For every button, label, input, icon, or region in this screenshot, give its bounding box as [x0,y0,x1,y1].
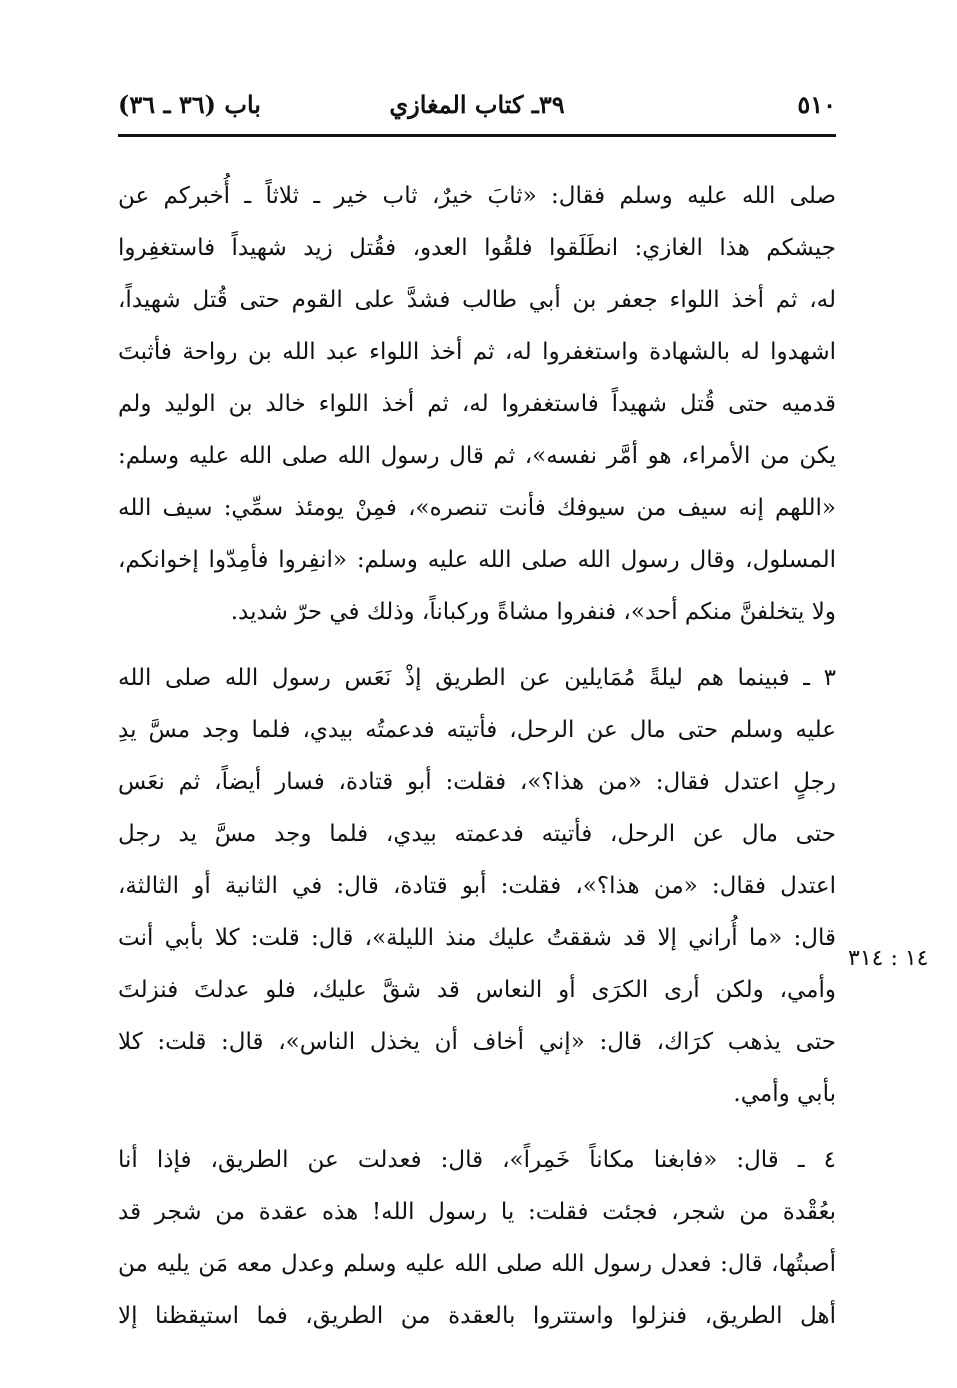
text-line: قال: «ما أُراني إلا قد شققتُ عليك منذ الليلة»، قال: قلت: كلا بأبي أنت [118,925,836,951]
text-line: ٤ ـ قال: «فابغنا مكاناً خَمِراً»، قال: فعدلت عن الطريق، فإذا أنا [118,1147,836,1173]
text-line: بأبي وأمي. [733,1081,836,1107]
text-line: يكن من الأمراء، هو أمَّر نفسه»، ثم قال رسول الله صلى الله عليه وسلم: [118,443,836,469]
text-line: ولا يتخلفنَّ منكم أحد»، فنفروا مشاةً وركباناً، وذلك في حرّ شديد. [230,599,836,625]
paragraph [118,652,836,1120]
paragraph [118,170,836,638]
text-line: له، ثم أخذ اللواء جعفر بن أبي طالب فشدَّ على القوم حتى قُتل شهيداً، [118,287,836,313]
text-line: اشهدوا له بالشهادة واستغفروا له، ثم أخذ اللواء عبد الله بن رواحة فأثبتَ [118,339,836,365]
text-line: حتى يذهب كرَاك، قال: «إني أخاف أن يخذل الناس»، قال: قلت: كلا [118,1029,836,1055]
text-line: جيشكم هذا الغازي: انطَلَقوا فلقُوا العدو، فقُتل زيد شهيداً فاستغفِروا [118,235,836,261]
text-line: قدميه حتى قُتل شهيداً فاستغفروا له، ثم أخذ اللواء خالد بن الوليد ولم [118,391,836,417]
paragraph [118,1134,836,1342]
text-line: ٣ ـ فبينما هم ليلةً مُمَايلين عن الطريق إذْ نَعَس رسول الله صلى الله [118,665,836,691]
text-line: المسلول، وقال رسول الله صلى الله عليه وسلم: «انفِروا فأمِدّوا إخوانكم، [118,547,836,573]
text-line: أهل الطريق، فنزلوا واستتروا بالعقدة من الطريق، فما استيقظنا إلا [118,1303,836,1329]
running-header [118,90,836,134]
text-line: وأمي، ولكن أرى الكرَى أو النعاس قد شقَّ عليك، فلو عدلتَ فنزلتَ [118,977,836,1003]
header-rule [118,134,836,137]
text-line: «اللهم إنه سيف من سيوفك فأنت تنصره»، فمِنْ يومئذ سمِّي: سيف الله [118,495,836,521]
text-line: رجلٍ اعتدل فقال: «من هذا؟»، فقلت: أبو قتادة، فسار أيضاً، ثم نعَس [118,769,836,795]
chapter-reference: باب (٣٦ ـ ٣٦) [118,90,261,119]
page-number: ٥١٠ [797,90,836,119]
text-line: صلى الله عليه وسلم فقال: «ثابَ خيرٌ، ثاب خير ـ ثلاثاً ـ أُخبركم عن [118,183,836,209]
text-line: أصبتُها، قال: فعدل رسول الله صلى الله عليه وسلم وعدل معه مَن يليه من [118,1251,836,1277]
page-body [118,170,836,1342]
text-line: حتى مال عن الرحل، فأتيته فدعمته بيدي، فلما وجد مسَّ يد رجل [118,821,836,847]
margin-reference: ١٤ : ٣١٤ [848,946,929,971]
text-line: عليه وسلم حتى مال عن الرحل، فأتيته فدعمتُه بيدي، فلما وجد مسَّ يدِ [118,717,836,743]
book-title: ٣٩ـ كتاب المغازي [389,90,565,119]
text-line: اعتدل فقال: «من هذا؟»، فقلت: أبو قتادة، قال: في الثانية أو الثالثة، [118,873,836,899]
text-line: بعُقْدة من شجر، فجئت فقلت: يا رسول الله! هذه عقدة من شجر قد [118,1199,836,1225]
